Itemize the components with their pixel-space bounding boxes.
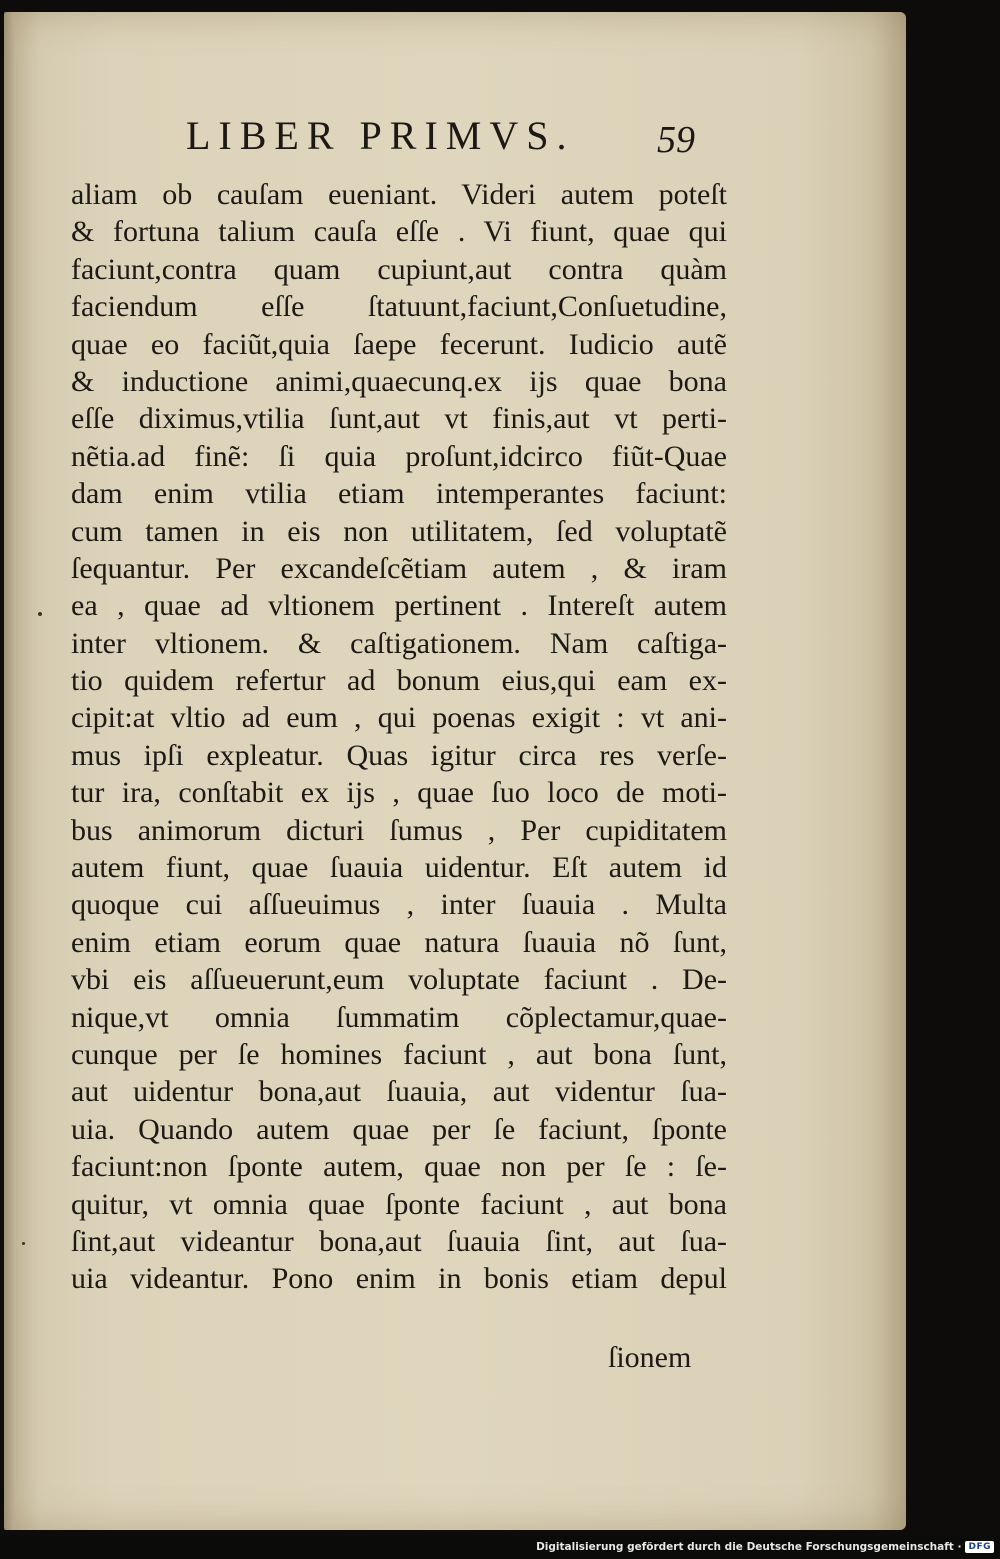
text-line: tur ira, conſtabit ex ijs , quae ſuo loco de moti-	[71, 776, 727, 810]
text-line: cunque per ſe homines faciunt , aut bona ſunt,	[71, 1037, 727, 1071]
page-gutter-edge	[4, 12, 14, 1530]
dfg-logo-icon: DFG	[965, 1541, 994, 1553]
text-line: mus ipſi expleatur. Quas igitur circa res verſe-	[71, 738, 727, 772]
text-line: uia. Quando autem quae per ſe faciunt, ſponte	[71, 1112, 727, 1146]
text-line: uia videantur. Pono enim in bonis etiam depul	[71, 1262, 727, 1296]
ink-speck	[22, 1242, 25, 1245]
text-line: aut uidentur bona,aut ſuauia, aut videntur ſua-	[71, 1075, 727, 1109]
catchword: ſionem	[608, 1341, 692, 1374]
text-line: faciunt:non ſponte autem, quae non per ſe : ſe-	[71, 1150, 727, 1184]
body-text	[71, 176, 727, 1298]
text-line: inter vltionem. & caſtigationem. Nam caſtiga-	[71, 626, 727, 660]
text-line: ſint,aut videantur bona,aut ſuauia ſint, aut ſua-	[71, 1224, 727, 1258]
ink-speck	[38, 612, 42, 616]
running-head: LIBER PRIMVS.	[186, 113, 575, 158]
text-line: quoque cui aſſueuimus , inter ſuauia . Multa	[71, 888, 727, 922]
text-line: quae eo faciũt,quia ſaepe fecerunt. Iudicio autẽ	[71, 327, 727, 361]
page-header	[4, 112, 906, 168]
page-number: 59	[657, 119, 695, 161]
text-line: nẽtia.ad finẽ: ſi quia proſunt,idcirco fiũt-Quae	[71, 439, 727, 473]
text-line: faciunt,contra quam cupiunt,aut contra quàm	[71, 252, 727, 286]
text-line: quitur, vt omnia quae ſponte faciunt , aut bona	[71, 1187, 727, 1221]
text-line: vbi eis aſſueuerunt,eum voluptate faciunt . De-	[71, 963, 727, 997]
text-line: & fortuna talium cauſa eſſe . Vi fiunt, quae qui	[71, 215, 727, 249]
text-line: eſſe diximus,vtilia ſunt,aut vt finis,aut vt perti-	[71, 402, 727, 436]
text-line: nique,vt omnia ſummatim cõplectamur,quae-	[71, 1000, 727, 1034]
text-line: cipit:at vltio ad eum , qui poenas exigit : vt ani-	[71, 701, 727, 735]
book-page	[4, 12, 906, 1530]
text-line: enim etiam eorum quae natura ſuauia nõ ſunt,	[71, 925, 727, 959]
credit-text: Digitalisierung gefördert durch die Deutsche Forschungsgemeinschaft ·	[536, 1541, 962, 1553]
text-line: dam enim vtilia etiam intemperantes faciunt:	[71, 477, 727, 511]
text-line: faciendum eſſe ſtatuunt,faciunt,Conſuetudine,	[71, 290, 727, 324]
text-line: aliam ob cauſam eueniant. Videri autem poteſt	[71, 178, 727, 211]
text-line: tio quidem refertur ad bonum eius,qui eam ex-	[71, 664, 727, 698]
text-line: autem fiunt, quae ſuauia uidentur. Eſt autem id	[71, 851, 727, 885]
digitization-credit	[536, 1538, 994, 1556]
text-line: bus animorum dicturi ſumus , Per cupiditatem	[71, 813, 727, 847]
text-line: ſequantur. Per excandeſcẽtiam autem , & iram	[71, 551, 727, 585]
text-line: & inductione animi,quaecunq.ex ijs quae bona	[71, 364, 727, 398]
text-line: ea , quae ad vltionem pertinent . Intereſt autem	[71, 589, 727, 623]
text-line: cum tamen in eis non utilitatem, ſed voluptatẽ	[71, 514, 727, 548]
